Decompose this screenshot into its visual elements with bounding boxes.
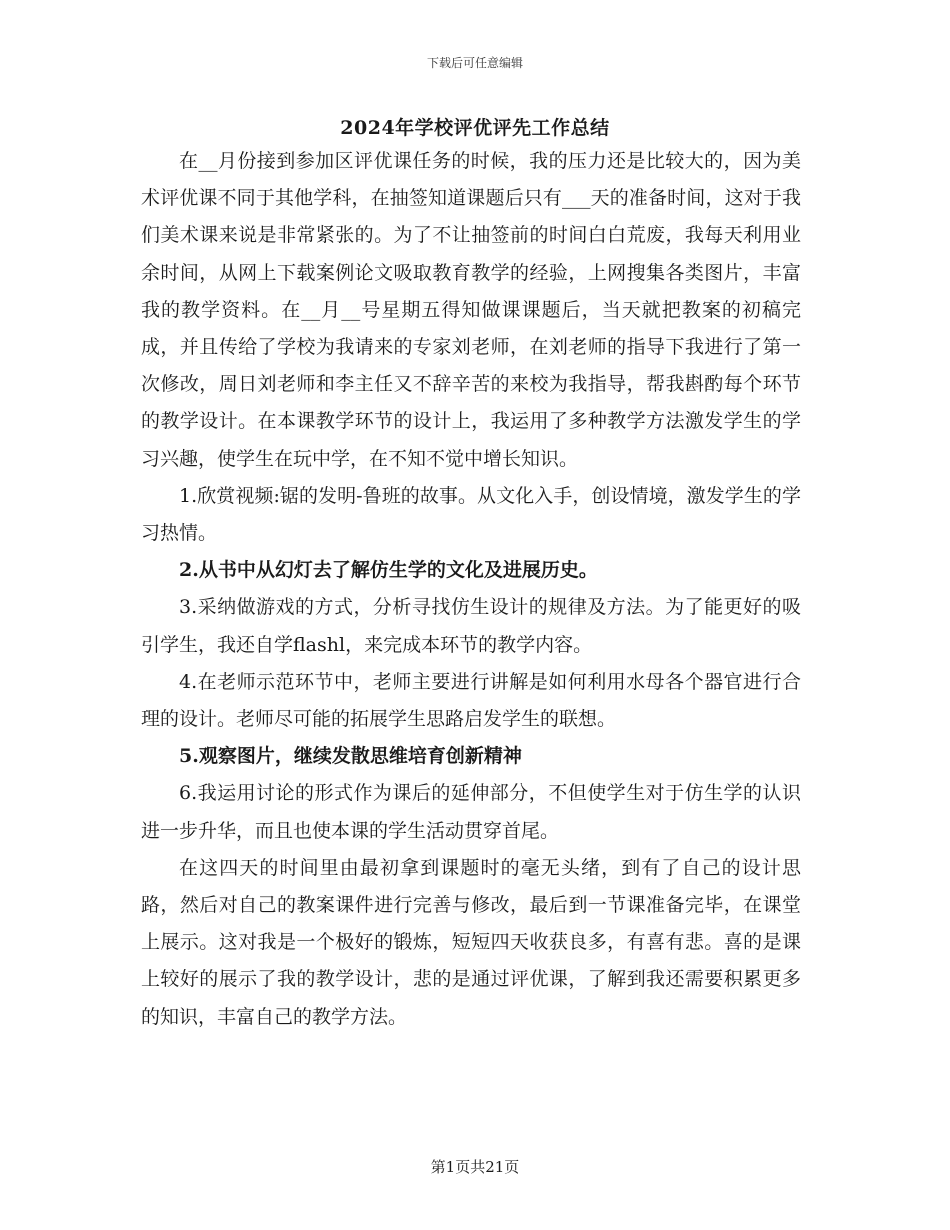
list-item-3: 3.采纳做游戏的方式，分析寻找仿生设计的规律及方法。为了能更好的吸引学生，我还自学flashl，来完成本环节的教学内容。 bbox=[141, 596, 801, 656]
list-item-4: 4.在老师示范环节中，老师主要进行讲解是如何利用水母各个器官进行合理的设计。老师尽可能的拓展学生思路启发学生的联想。 bbox=[141, 670, 801, 731]
list-item-6: 6.我运用讨论的形式作为课后的延伸部分，不但使学生对于仿生学的认识进一步升华，而且也使本课的学生活动贯穿首尾。 bbox=[141, 782, 801, 842]
list-item-2: 2.从书中从幻灯去了解仿生学的文化及进展历史。 bbox=[179, 559, 598, 582]
page-number: 第1页共21页 bbox=[430, 1158, 520, 1176]
list-item-1: 1.欣赏视频:锯的发明-鲁班的故事。从文化入手，创设情境，激发学生的学习热情。 bbox=[141, 484, 801, 545]
document-body bbox=[141, 143, 801, 1036]
paragraph-conclusion: 在这四天的时间里由最初拿到课题时的毫无头绪，到有了自己的设计思路，然后对自己的教案课件进行完善与修改，最后到一节课准备完毕，在课堂上展示。这对我是一个极好的锻炼，短短四天收获良多，有喜有悲。喜的是课上较好的展示了我的教学设计，悲的是通过评优课，了解到我还需要积累更多的知识，丰富自己的教学方法。 bbox=[141, 856, 801, 1028]
paragraph-intro: 在__月份接到参加区评优课任务的时候，我的压力还是比较大的，因为美术评优课不同于其他学科，在抽签知道课题后只有___天的准备时间，这对于我们美术课来说是非常紧张的。为了不让抽签前的时间白白荒废，我每天利用业余时间，从网上下载案例论文吸取教育教学的经验，上网搜集各类图片，丰富我的教学资料。在__月__号星期五得知做课课题后，当天就把教案的初稿完成，并且传给了学校为我请来的专家刘老师，在刘老师的指导下我进行了第一次修改，周日刘老师和李主任又不辞辛苦的来校为我指导，帮我斟酌每个环节的教学设计。在本课教学环节的设计上，我运用了多种教学方法激发学生的学习兴趣，使学生在玩中学，在不知不觉中增长知识。 bbox=[141, 150, 801, 470]
list-item-5: 5.观察图片，继续发散思维培育创新精神 bbox=[179, 745, 522, 768]
header-note: 下载后可任意编辑 bbox=[426, 56, 523, 70]
document-title: 2024年学校评优评先工作总结 bbox=[340, 117, 610, 139]
